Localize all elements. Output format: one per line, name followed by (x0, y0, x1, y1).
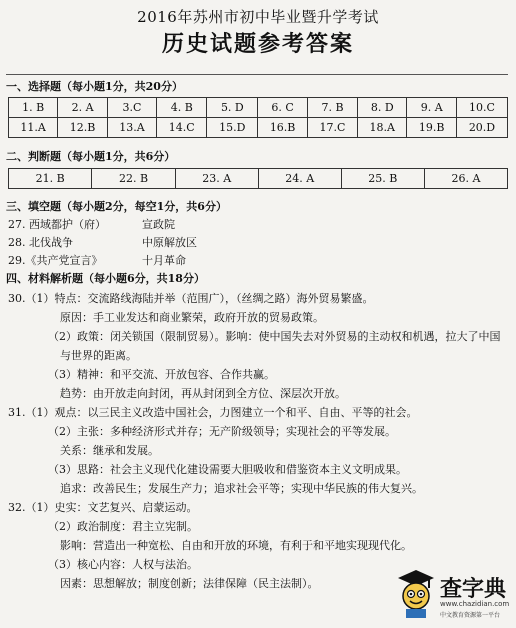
answer-line: （2）主张：多种经济形式并存；无产阶级领导；实现社会的平等发展。 (48, 425, 396, 438)
answer-cell: 13.A (107, 118, 156, 138)
answer-line: （3）思路：社会主义现代化建设需要大胆吸收和借鉴资本主义文明成果。 (48, 463, 407, 476)
answer-cell: 19.B (407, 118, 457, 138)
answer-line: 31.（1）观点：以三民主义改造中国社会，力图建立一个和平、自由、平等的社会。 (8, 406, 418, 419)
answer-line: 关系：继承和发展。 (60, 444, 159, 457)
answer-cell: 2. A (58, 98, 108, 118)
fill-answer: 宣政院 (142, 218, 175, 231)
table-row (9, 98, 508, 118)
answer-cell: 5. D (207, 98, 258, 118)
fill-answer: 十月革命 (142, 254, 186, 267)
answer-cell: 17.C (307, 118, 357, 138)
answer-line: 30.（1）特点：交流路线海陆并举（范围广），（丝绸之路）海外贸易繁盛。 (8, 292, 374, 305)
table-row (9, 118, 508, 138)
answer-line: 原因：手工业发达和商业繁荣，政府开放的贸易政策。 (60, 311, 324, 324)
answer-cell: 7. B (307, 98, 357, 118)
table-row (9, 169, 508, 189)
answer-cell: 3.C (107, 98, 156, 118)
answer-cell: 9. A (407, 98, 457, 118)
answer-line: 与世界的距离。 (60, 349, 137, 362)
answer-cell: 18.A (358, 118, 407, 138)
exam-title: 2016年苏州市初中毕业暨升学考试 (137, 8, 379, 26)
answer-cell: 8. D (358, 98, 407, 118)
answer-cell: 24. A (258, 169, 341, 189)
graduate-mascot-icon (396, 568, 436, 620)
answer-cell: 6. C (258, 98, 308, 118)
logo-url: www.chazidian.com (440, 600, 510, 608)
chazidian-logo (396, 568, 508, 622)
section1-heading: 一、选择题（每小题1分，共20分） (6, 80, 183, 93)
answer-cell: 15.D (207, 118, 258, 138)
answer-cell: 16.B (258, 118, 308, 138)
answer-cell: 14.C (157, 118, 207, 138)
answer-cell: 4. B (157, 98, 207, 118)
answer-cell: 26. A (425, 169, 508, 189)
answer-cell: 1. B (9, 98, 58, 118)
answer-line: 因素：思想解放；制度创新；法律保障（民主法制）。 (60, 577, 319, 590)
fill-answer: 中原解放区 (142, 236, 197, 249)
judgement-answer-table (8, 168, 508, 189)
answer-cell: 22. B (92, 169, 175, 189)
answer-cell: 12.B (58, 118, 108, 138)
answer-line: （3）精神：和平交流、开放包容、合作共赢。 (48, 368, 275, 381)
answer-cell: 21. B (9, 169, 92, 189)
answer-line: 影响：营造出一种宽松、自由和开放的环境，有利于和平地实现现代化。 (60, 539, 412, 552)
answer-title: 历史试题参考答案 (161, 31, 354, 57)
section-divider (6, 74, 508, 75)
answer-line: （2）政策：闭关锁国（限制贸易）。影响：使中国失去对外贸易的主动权和机遇，拉大了中国 (48, 330, 501, 343)
fill-question-number: 29.《共产党宣言》 (8, 254, 103, 267)
answer-line: （2）政治制度：君主立宪制。 (48, 520, 198, 533)
fill-question-number: 27. 西域都护（府） (8, 218, 106, 231)
logo-name: 查字典 (440, 577, 507, 602)
answer-cell: 10.C (456, 98, 507, 118)
section2-heading: 二、判断题（每小题1分，共6分） (6, 150, 176, 163)
choice-answer-table (8, 97, 508, 138)
logo-slogan: 中文教育资源第一平台 (440, 612, 501, 619)
answer-line: 追求：改善民生；发展生产力；追求社会平等；实现中华民族的伟大复兴。 (60, 482, 423, 495)
section4-heading: 四、材料解析题（每小题6分，共18分） (6, 272, 205, 285)
section3-heading: 三、填空题（每小题2分，每空1分，共6分） (6, 200, 227, 213)
answer-line: 趋势：由开放走向封闭，再从封闭到全方位、深层次开放。 (60, 387, 346, 400)
answer-cell: 25. B (341, 169, 424, 189)
answer-line: （3）核心内容：人权与法治。 (48, 558, 198, 571)
answer-line: 32.（1）史实：文艺复兴、启蒙运动。 (8, 501, 198, 514)
fill-question-number: 28. 北伐战争 (8, 236, 73, 249)
answer-cell: 23. A (175, 169, 258, 189)
answer-cell: 11.A (9, 118, 58, 138)
answer-cell: 20.D (456, 118, 507, 138)
